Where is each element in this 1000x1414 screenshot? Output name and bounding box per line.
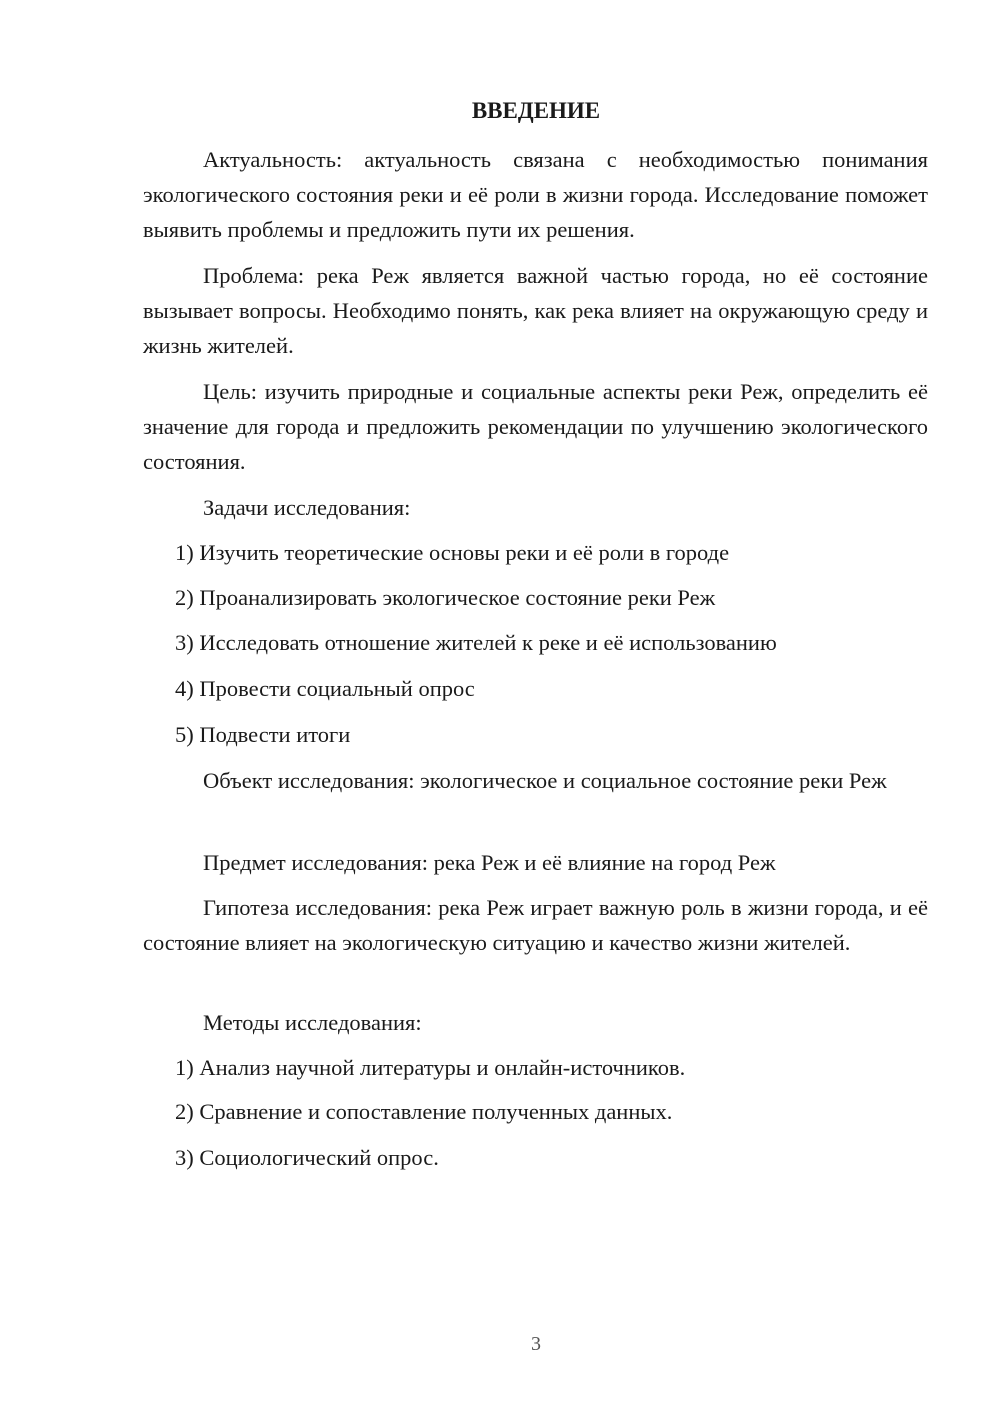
paragraph-relevance: Актуальность: актуальность связана с необходимостью понимания экологического состояния реки и её роли в жизни города. Исследование поможет выявить проблемы и предложить пути их решения. xyxy=(143,147,928,242)
method-item: 1) Анализ научной литературы и онлайн-источников. xyxy=(175,1055,686,1080)
paragraph-goal: Цель: изучить природные и социальные аспекты реки Реж, определить её значение для города и предложить рекомендации по улучшению экологического состояния. xyxy=(143,379,928,474)
paragraph-hypothesis: Гипотеза исследования: река Реж играет важную роль в жизни города, и её состояние влияет на экологическую ситуацию и качество жизни жителей. xyxy=(143,895,928,955)
tasks-label: Задачи исследования: xyxy=(203,495,411,520)
method-item: 2) Сравнение и сопоставление полученных данных. xyxy=(175,1099,673,1124)
task-item: 3) Исследовать отношение жителей к реке и её использованию xyxy=(175,630,777,655)
task-item: 2) Проанализировать экологическое состояние реки Реж xyxy=(175,585,716,610)
paragraph-problem: Проблема: река Реж является важной частью города, но её состояние вызывает вопросы. Необходимо понять, как река влияет на окружающую среду и жизнь жителей. xyxy=(143,263,928,358)
page-number: 3 xyxy=(531,1333,541,1355)
method-item: 3) Социологический опрос. xyxy=(175,1145,439,1170)
methods-label: Методы исследования: xyxy=(203,1010,422,1035)
paragraph-subject: Предмет исследования: река Реж и её влияние на город Реж xyxy=(203,850,776,875)
task-item: 4) Провести социальный опрос xyxy=(175,676,475,701)
section-heading: ВВЕДЕНИЕ xyxy=(471,98,601,123)
paragraph-object: Объект исследования: экологическое и социальное состояние реки Реж xyxy=(203,768,887,793)
task-item: 5) Подвести итоги xyxy=(175,722,351,747)
task-item: 1) Изучить теоретические основы реки и её роли в городе xyxy=(175,540,730,565)
